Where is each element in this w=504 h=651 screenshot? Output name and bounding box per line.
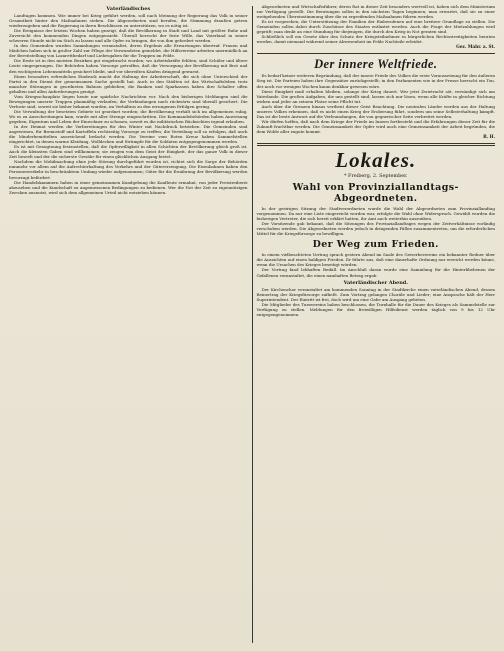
dateline: * Freiberg, 2. September.: [344, 173, 408, 180]
paragraph: Abgeordneten und Wirtschaftsführer, deren Rat in dieser Zeit besonders wertvoll ist, haben sich dem Ministerium zur Verfügung gestellt. Die Beratungen sollen in den nächsten Tagen beginnen; man erwartet, daß sie zu einer weitgehenden Übereinstimmung über die zu ergreifenden Maßnahmen führen werden.: [256, 4, 495, 20]
sub-headline: Wahl von Provinziallandtags-Abgeordneten.: [292, 182, 459, 205]
section-title: Der innere Weltfriede.: [314, 57, 438, 72]
paragraph: Auch über die Grenzen hinaus verdient dieser Geist Beachtung. Die neutralen Länder werden aus der Haltung unseres Volkes erkennen, daß es nicht einen Krieg der Eroberung führt, sondern um seine Selbsterhaltung kämpft. Das ist die beste Antwort auf die Verleumdungen, die von gegnerischer Seite verbreitet werden.: [256, 103, 495, 119]
paragraph: Die Ernte ist in den meisten Bezirken gut eingebracht worden; wo Arbeitskräfte fehlten, sind Schüler und ältere Leute eingesprungen. Die Behörden haben Vorsorge getroffen, daß die Versorgung der Bevölkerung mit Brot und den wichtigsten Lebensmitteln gesichert bleibt, und vor übereilten Käufen dringend gewarnt.: [9, 58, 248, 74]
separator-rule: [257, 53, 496, 54]
paragraph: Der Vorsitzende gab bekannt, daß die Sitzungen des Provinziallandtages wegen der Zeitverhältnisse vorläufig verschoben werden. Die Abgeordneten werden jedoch in dringenden Fällen zusammentreten, um die erforderlichen Mittel für die Kriegsfürsorge zu bewilligen.: [256, 221, 495, 237]
paragraph: Die Ereignisse der letzten Wochen haben gezeigt, daß die Bevölkerung in Stadt und Land mit größter Ruhe und Zuversicht den kommenden Dingen entgegensieht. Überall herrscht der feste Wille, das Vaterland in seiner schweren Stunde nicht im Stich zu lassen und alle Opfer zu bringen, die von ihm gefordert werden.: [9, 28, 248, 44]
right-top-article: [257, 4, 496, 44]
paragraph: Es ist mit Genugtuung festzustellen, daß die Opferwilligkeit in allen Schichten der Bevölkerung gleich groß ist. Auch die kleinsten Gaben sind willkommen; sie zeugen von dem Geist der Einigkeit, der das ganze Volk in dieser Zeit beseelt und der die sicherste Gewähr für einen glücklichen Ausgang bietet.: [9, 144, 248, 160]
notice-subheadline: Vaterländischer Abend.: [343, 279, 408, 286]
left-column: [5, 4, 252, 645]
right-column: [253, 4, 500, 645]
paragraph: Vom Kriegsschauplatz liegen heute nur spärliche Nachrichten vor. Nach den bisherigen Meldungen sind die Bewegungen unserer Truppen planmäßig verlaufen; die Verbindungen nach rückwärts sind überall gesichert. Die Verluste sind, soweit sie bisher bekannt wurden, im Verhältnis zu den errungenen Erfolgen gering.: [9, 93, 248, 109]
section-body: [257, 73, 496, 134]
paragraph: Der Vortrag fand lebhaften Beifall. Im Anschluß daran wurde eine Sammlung für die Hinterbliebenen der Gefallenen veranstaltet, die einen namhaften Betrag ergab.: [256, 267, 495, 278]
paragraph: Die Mitglieder des Turnvereins haben beschlossen, die Turnhalle für die Dauer des Krieges als Sammelstelle zur Verfügung zu stellen. Meldungen für den freiwilligen Hilfsdienst werden täglich von 9 bis 12 Uhr entgegengenommen.: [256, 301, 495, 317]
paragraph: Nachdem die Mobilmachung ohne jede Störung durchgeführt worden ist, richtet sich die Sorge der Behörden nunmehr vor allem auf die Aufrechterhaltung des Verkehrs und der Gütererzeugung. Die Eisenbahnen haben den Personenverkehr in beschränktem Umfang wieder aufgenommen; Güter für die Ernährung der Bevölkerung werden bevorzugt befördert.: [9, 159, 248, 180]
notice-sub-body: [257, 287, 496, 317]
paragraph: In der gestrigen Sitzung der Stadtverordneten wurde die Wahl der Abgeordneten zum Provinziallandtag vorgenommen. Da nur eine Liste eingereicht worden war, erfolgte die Wahl ohne Widerspruch. Gewählt wurden die bisherigen Vertreter, die sich bereit erklärt hatten, ihr Amt auch weiterhin auszuüben.: [256, 206, 495, 222]
page-columns: [5, 4, 499, 645]
left-column-body: [9, 13, 248, 195]
notice-headline: Der Weg zum Frieden.: [312, 239, 439, 251]
top-signature: Gez. Mahr. a. St.: [456, 45, 495, 51]
paragraph: Wir dürfen hoffen, daß nach dem Kriege der Friede im Innern fortbesteht und die Erfahrungen dieser Zeit für die Zukunft fruchtbar werden. Die Gemeinsamkeit der Opfer wird auch eine Gemeinsamkeit der Arbeit begründen, die dem Wohle aller zugute kommt.: [256, 118, 495, 134]
paragraph: Es bedarf keiner weiteren Begründung, daß der innere Friede des Volkes die erste Voraussetzung für den äußeren Sieg ist. Die Parteien haben ihre Gegensätze zurückgestellt; in den Parlamenten wie in der Presse herrscht ein Ton, der noch vor wenigen Wochen kaum denkbar gewesen wäre.: [256, 73, 495, 89]
paragraph: Diese Einigkeit muß erhalten bleiben, solange der Krieg dauert. Wer jetzt Zwietracht sät, versündigt sich am Vaterlande. Die großen Aufgaben, die uns gestellt sind, lassen sich nur lösen, wenn alle Kräfte in gleicher Richtung wirken und jeder an seinem Platze seine Pflicht tut.: [256, 88, 495, 104]
paragraph: In einem vielbeachteten Vortrag sprach gestern Abend im Saale des Gewerbevereins ein bekannter Redner über die Aussichten auf einen baldigen Frieden. Er führte aus, daß eine dauerhafte Ordnung nur erreicht werden könne, wenn die Ursachen des Krieges beseitigt würden.: [256, 252, 495, 268]
paragraph: Die Verwaltung der besetzten Gebiete ist geordnet worden; die Bevölkerung verhält sich im allgemeinen ruhig. Wo es zu Ausschreitungen kam, wurde mit aller Strenge eingeschritten. Die Kommandobehörden haben Anweisung gegeben, Eigentum und Leben der Einwohner zu schonen, soweit es die militärischen Rücksichten irgend erlauben.: [9, 108, 248, 124]
paragraph: Einen besonders erfreulichen Eindruck macht die Haltung der Arbeiterschaft, die sich ohne Unterschied der Partei in den Dienst der gemeinsamen Sache gestellt hat. Auch in den Städten ist das Wirtschaftsleben trotz mancher Störungen in geordneten Bahnen geblieben; die Banken und Sparkassen haben ihre Schalter offen gehalten und allen Anforderungen genügt.: [9, 73, 248, 94]
separator-double-rule: [257, 143, 496, 146]
paragraph: Die Handelskammern haben in einer gemeinsamen Kundgebung die Kaufleute ermahnt, von jeder Preistreiberei abzusehen und die Kundschaft zu angemessenen Bedingungen zu bedienen. Wer die Not der Zeit zu eigennützigen Zwecken ausnutzt, wird sich dem allgemeinen Urteil nicht entziehen können.: [9, 179, 248, 195]
paragraph: Es ist vorgesehen, die Unterstützung der Familien der Einberufenen auf eine breitere Grundlage zu stellen. Die Gemeinden sollen dabei durch Zuschüsse des Staates entlastet werden. Auch die Frage der Mietzahlungen wird geprüft; man denkt an eine Stundung für diejenigen, die durch den Krieg in Not geraten sind.: [256, 19, 495, 35]
main-headline: Lokales.: [335, 148, 417, 173]
paragraph: In den Gemeinden wurden Sammlungen veranstaltet, deren Ergebnis alle Erwartungen übertraf. Frauen und Mädchen haben sich in großer Zahl zur Pflege der Verwundeten gemeldet, die Hilfsvereine arbeiten unermüdlich an der Bereitstellung von Lazarettbedarf und Liebesgaben für die Truppen im Felde.: [9, 43, 248, 59]
sub-body: [257, 206, 496, 236]
paragraph: Landtagen kommen. Wie immer bei Krieg geführt werden, soll nach Meinung der Regierung das Volk in seiner Gesamtheit hinter den Maßnahmen stehen. Die Abgeordneten sind berufen, die Stimmung draußen getreu wiederzugeben und die Regierung in ihren Beschlüssen zu unterstützen, wo es nötig ist.: [9, 13, 248, 29]
section-signature: R. H.: [483, 134, 495, 140]
left-column-headline: Vaterländisches: [106, 6, 151, 12]
paragraph: In der Heimat werden die Vorbereitungen für den Winter mit Nachdruck betrieben. Die Gemeinden sind angewiesen, für Brennstoff und Kartoffeln rechtzeitig Vorsorge zu treffen; die Verteilung soll so erfolgen, daß auch die Minderbemittelten ausreichend bedacht werden. Die Vereine vom Roten Kreuz haben Sammelstellen eingerichtet, in denen warme Kleidung, Wolldecken und Strümpfe für die Soldaten entgegengenommen werden.: [9, 124, 248, 145]
paragraph: Der Kirchenchor veranstaltet am kommenden Sonntag in der Stadtkirche einen vaterländischen Abend, dessen Reinertrag der Kriegsfürsorge zufließt. Zum Vortrag gelangen Choräle und Lieder; eine Ansprache hält der Herr Superintendent. Der Eintritt ist frei, doch wird um eine Gabe am Ausgang gebeten.: [256, 286, 495, 302]
paragraph: Schließlich soll ein Gesetz über den Schutz der Kriegsteilnehmer in bürgerlichen Rechtsstreitigkeiten beraten werden, damit niemand während seiner Abwesenheit im Felde Nachteile erleidet.: [256, 34, 495, 45]
notice-body: [257, 252, 496, 277]
